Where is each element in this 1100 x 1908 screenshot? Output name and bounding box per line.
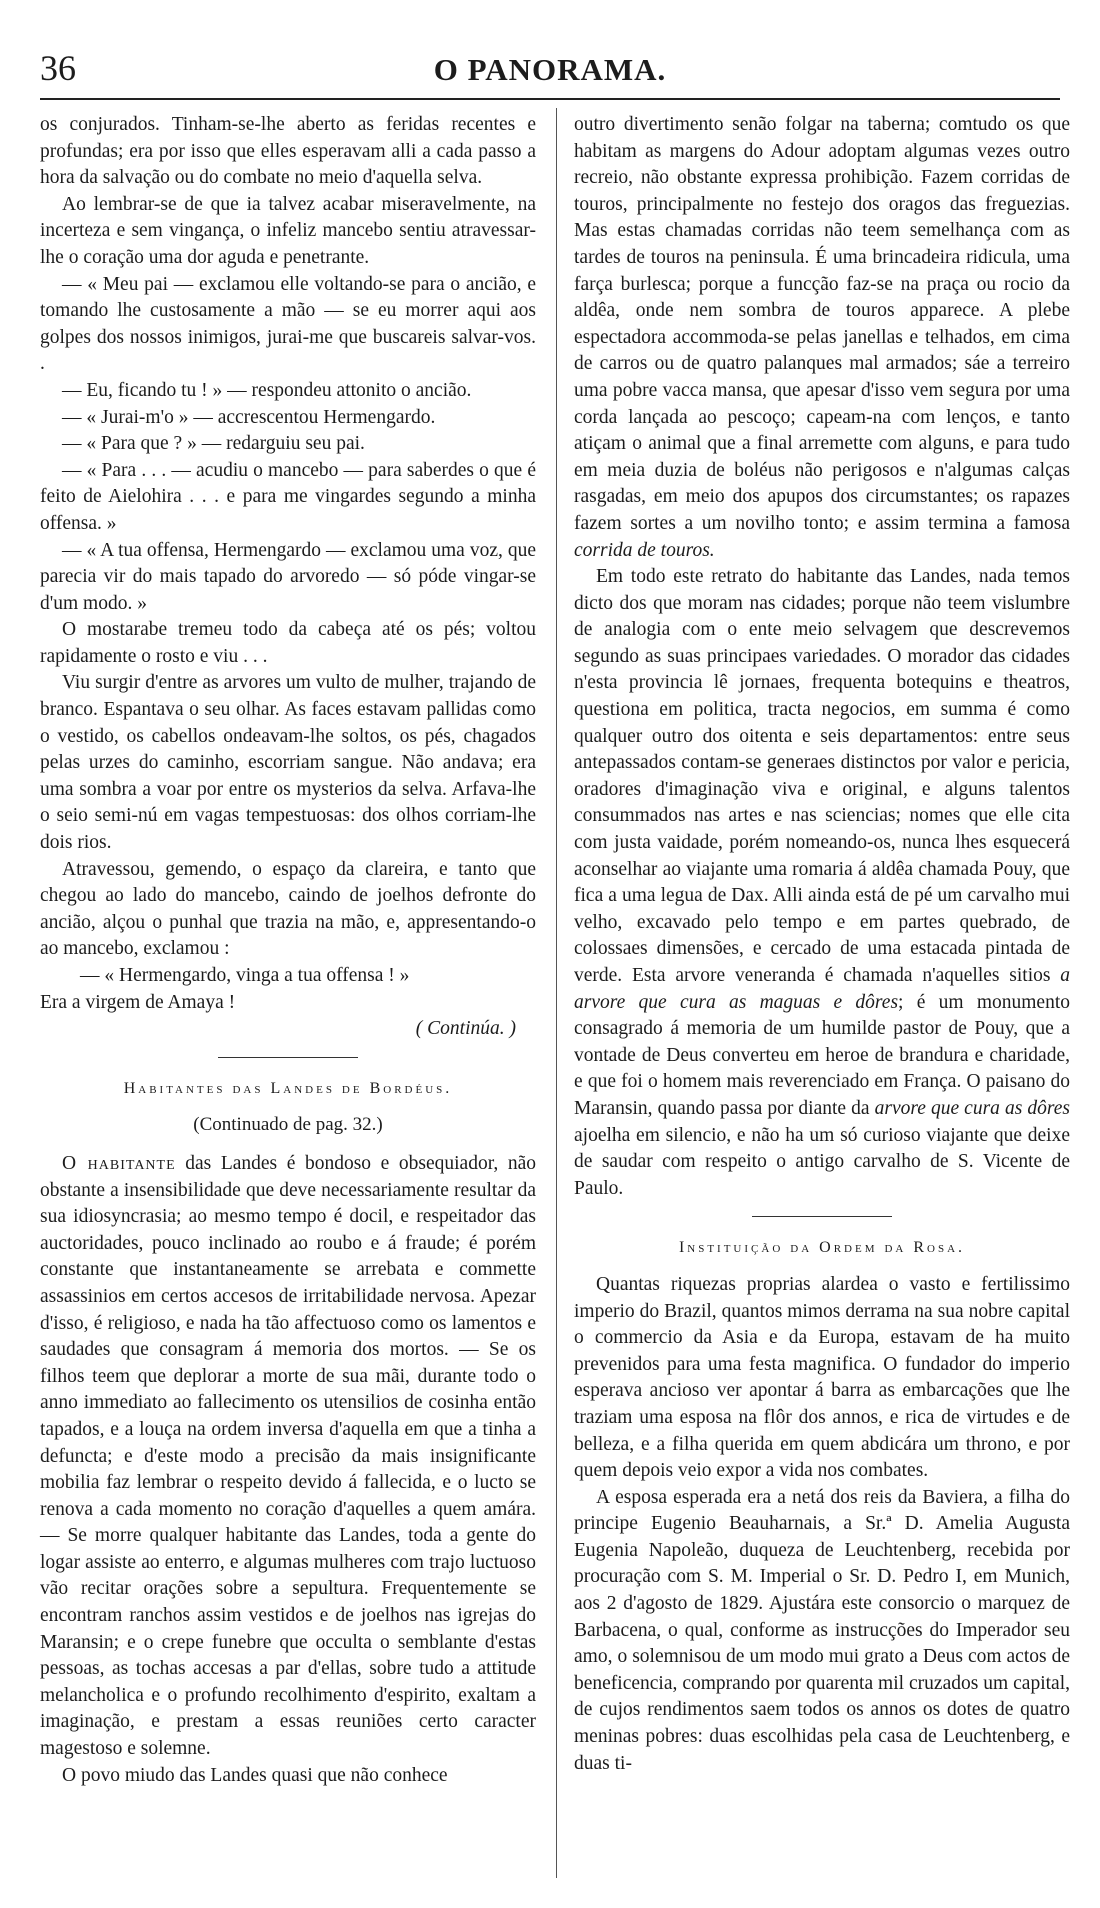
paragraph-text: das Landes é bondoso e obsequiador, não obstante a insensibilidade que deve necessariamente resultar da sua idiosyncrasia; ao mesmo tempo é docil, e respeitador das auctoridades, pouco inclinado ao roubo e á fraude; é porém constante que instantaneamente se arrebata e commette assassinios em certos accesos de irritabilidade nervosa. Apezar d'isso, é religioso, e nada ha tão affectuoso como os lamentos e saudades que consagram á memoria dos mortos. — Se os filhos teem que deplorar a morte de sua mãi, durante todo o anno immediato ao fallecimento os utensilios de cosinha então tapados, e a louça na ordem inversa d'aquella em que a tinha a defuncta; e d'este modo a precisão da mais insignificante mobilia faz lembrar o respeito devido á fallecida, e o lucto se renova a cada momento no coração d'aquelles a quem amára. — Se morre qualquer habitante das Landes, toda a gente do logar assiste ao enterro, e algumas mulheres com trajo luctuoso vão recitar orações sobre a sepultura. Frequentemente se encontram ranchos assim vestidos e de joelhos nas igrejas do Maransin; e o crepe funebre que occulta o semblante d'estas pessoas, as tochas accesas a par d'ellas, sobre tudo a attitude melancholica e o profundo recolhimento d'espirito, exaltam a imaginação, e prestam a essas reuniões certo caracter magestoso e solemne. [40,1152,537,1760]
paragraph-text: ajoelha em silencio, e não ha um só curioso viajante que deixe de saudar com respeito o antigo carvalho de S. Vicente de Paulo. [574,1124,1070,1199]
section-rule [752,1216,892,1217]
paragraph: O mostarabe tremeu todo da cabeça até os pés; voltou rapidamente o rosto e viu . . . [40,619,536,667]
paragraph: — « A tua offensa, Hermengardo — exclamou uma voz, que parecia vir do mais tapado do arvoredo — só póde vingar-se d'um modo. » [40,539,536,614]
paragraph: Ao lembrar-se de que ia talvez acabar miseravelmente, na incerteza e sem vingança, o infeliz mancebo sentiu atravessar-lhe o coração uma dor aguda e penetrante. [40,193,536,268]
paragraph: O povo miudo das Landes quasi que não conhece [62,1764,448,1786]
paragraph-text: ; é um monumento consagrado á memoria de um humilde pastor de Pouy, que a vontade de Deus converteu em heroe de brandura e charidade, e que foi o homem mais reverenciado em França. O paisano do Maransin, quando passa por diante da [574,991,1070,1119]
paragraph [574,112,1070,564]
paragraph: — « Para . . . — acudiu o mancebo — para saberdes o que é feito de Aielohira . . . e para me vingardes segundo a minha offensa. » [40,459,536,534]
page-number: 36 [40,48,76,88]
left-column [40,112,536,1789]
italic-text: corrida de touros. [574,539,715,561]
paragraph [40,1151,536,1763]
continued-note: ( Continúa. ) [415,1018,516,1040]
paragraph: A esposa esperada era a netá dos reis da Baviera, a filha do principe Eugenio Beauharnais, a Sr.ª D. Amelia Augusta Eugenia Napoleão, duqueza de Leuchtenberg, recebida por procuração com S. M. Imperial o Sr. D. Pedro I, em Munich, aos 2 d'agosto de 1829. Ajustára este consorcio o marquez de Barbacena, o qual, conforme as instrucções do Imperador seu amo, o solemnisou de um modo mui grato a Deus com actos de beneficencia, comprando por quarenta mil cruzados um capital, de cujos rendimentos saem todos os annos os dotes de quatro meninas pobres: duas escolhidas pela casa de Leuchtenberg, e duas ti- [574,1486,1070,1774]
section-title: Habitantes das Landes de Bordéus. [123,1079,453,1097]
right-column [574,112,1070,1777]
italic-text: a arvore que cura as maguas e dôres [574,965,1070,1013]
paragraph-text: Em todo este retrato do habitante das Landes, nada temos dicto dos que moram nas cidades; porque não teem vislumbre de analogia com o ente meio selvagem que descrevemos segundo as suas principaes variedades. O morador das cidades n'esta provincia lê jornaes, frequenta botequins e theatros, questiona em politica, tracta negocios, em summa é como qualquer outro dos oitenta e seis departamentos: entre seus antepassados contam-se generaes distinctos por valor e pericia, oradores d'imaginação viva e original, e alguns talentos consummados nas artes e nas sciencias; nomes que elle cita com justa vaidade, porém nomeando-os, nunca lhes esquecerá aconselhar ao viajante uma romaria á aldêa chamada Pouy, que fica a uma legua de Dax. Alli ainda está de pé um carvalho mui velho, excavado pelo tempo e em partes quebrado, de colossaes dimensões, e cercado de uma estacada pintada de verde. Esta arvore veneranda é chamada n'aquelles sitios [574,566,1070,986]
section-rule [218,1057,358,1058]
paragraph: Quantas riquezas proprias alardea o vasto e fertilissimo imperio do Brazil, quantos mimos derrama na sua nobre capital o commercio da Asia e da Europa, estavam de ha muito prevenidos para uma festa magnifica. O fundador do imperio esperava ancioso ver apontar á barra as embarcações que lhe traziam uma esposa na flôr dos annos, e rica de virtudes e de belleza, e a filha querida em quem abdicára um throno, e por quem depois veio expor a vida nos combates. [574,1273,1070,1482]
paragraph-text: outro divertimento senão folgar na taberna; comtudo os que habitam as margens do Adour adoptam algumas vezes outro recreio, não obstante expressa prohibição. Fazem corridas de touros, principalmente no festejo dos oragos das freguezias. Mas estas chamadas corridas não teem semelhança com as tardes de touros na peninsula. É uma brincadeira ridicula, uma farça burlesca; porque a funcção faz-se na praça ou rocio da aldêa, onde nem sombra de touros apparece. A plebe espectadora accommoda-se pelas janellas e telhados, em cima de carros ou de quatro palanques mal armados; sáe a terreiro uma pobre vacca mansa, que apesar d'isso vem segura por uma corda lançada ao pescoço; capeam-na com lenços, e tanto atiçam o animal que a final arremette com alguns, e para tudo em meia duzia de boléus não perigosos e n'algumas calças rasgadas, em meio dos apupos dos circumstantes; os rapazes fazem sortes a um novilho tonto; e assim termina a famosa [574,114,1070,534]
paragraph: — « Meu pai — exclamou elle voltando-se para o ancião, e tomando lhe custosamente a mão — se eu morrer aqui aos golpes dos nossos inimigos, jurai-me que buscareis salvar-vos. . [40,273,536,375]
paragraph: Viu surgir d'entre as arvores um vulto de mulher, trajando de branco. Espantava o seu olhar. As faces estavam pallidas como o vestido, os cabellos ondeavam-lhe soltos, os pés, chagados pelas urzes do caminho, escorriam sangue. Não andava; era uma sombra a voar por entre os mysterios da selva. Arfava-lhe o seio semi-nú em vagas tempestuosas: dos olhos corriam-lhe dois rios. [40,672,536,854]
italic-text: arvore que cura as dôres [874,1097,1070,1119]
paragraph: Era a virgem de Amaya ! [40,991,236,1013]
paragraph [574,564,1070,1202]
paragraph: — « Hermengardo, vinga a tua offensa ! » [80,965,410,986]
paragraph: — « Para que ? » — redarguiu seu pai. [62,433,365,455]
section-subtitle: (Continuado de pag. 32.) [193,1114,383,1136]
section-title: Instituição da Ordem da Rosa. [678,1239,966,1257]
lead-word: O habitante [62,1152,176,1174]
masthead-title: O PANORAMA. [433,52,667,87]
paragraph: Atravessou, gemendo, o espaço da clareira, e tanto que chegou ao lado do mancebo, caindo de joelhos defronte do ancião, alçou o punhal que trazia na mão, e, appresentando-o ao mancebo, exclamou : [40,858,536,960]
paragraph: — « Jurai-m'o » — accrescentou Hermengardo. [62,406,436,428]
column-divider [556,108,557,1878]
paragraph: — Eu, ficando tu ! » — respondeu attonito o ancião. [62,379,472,401]
paragraph: os conjurados. Tinham-se-lhe aberto as feridas recentes e profundas; era por isso que elles esperavam alli a cada passo a hora da salvação ou do combate no meio d'aquella selva. [40,114,536,189]
header-rule [40,98,1060,100]
